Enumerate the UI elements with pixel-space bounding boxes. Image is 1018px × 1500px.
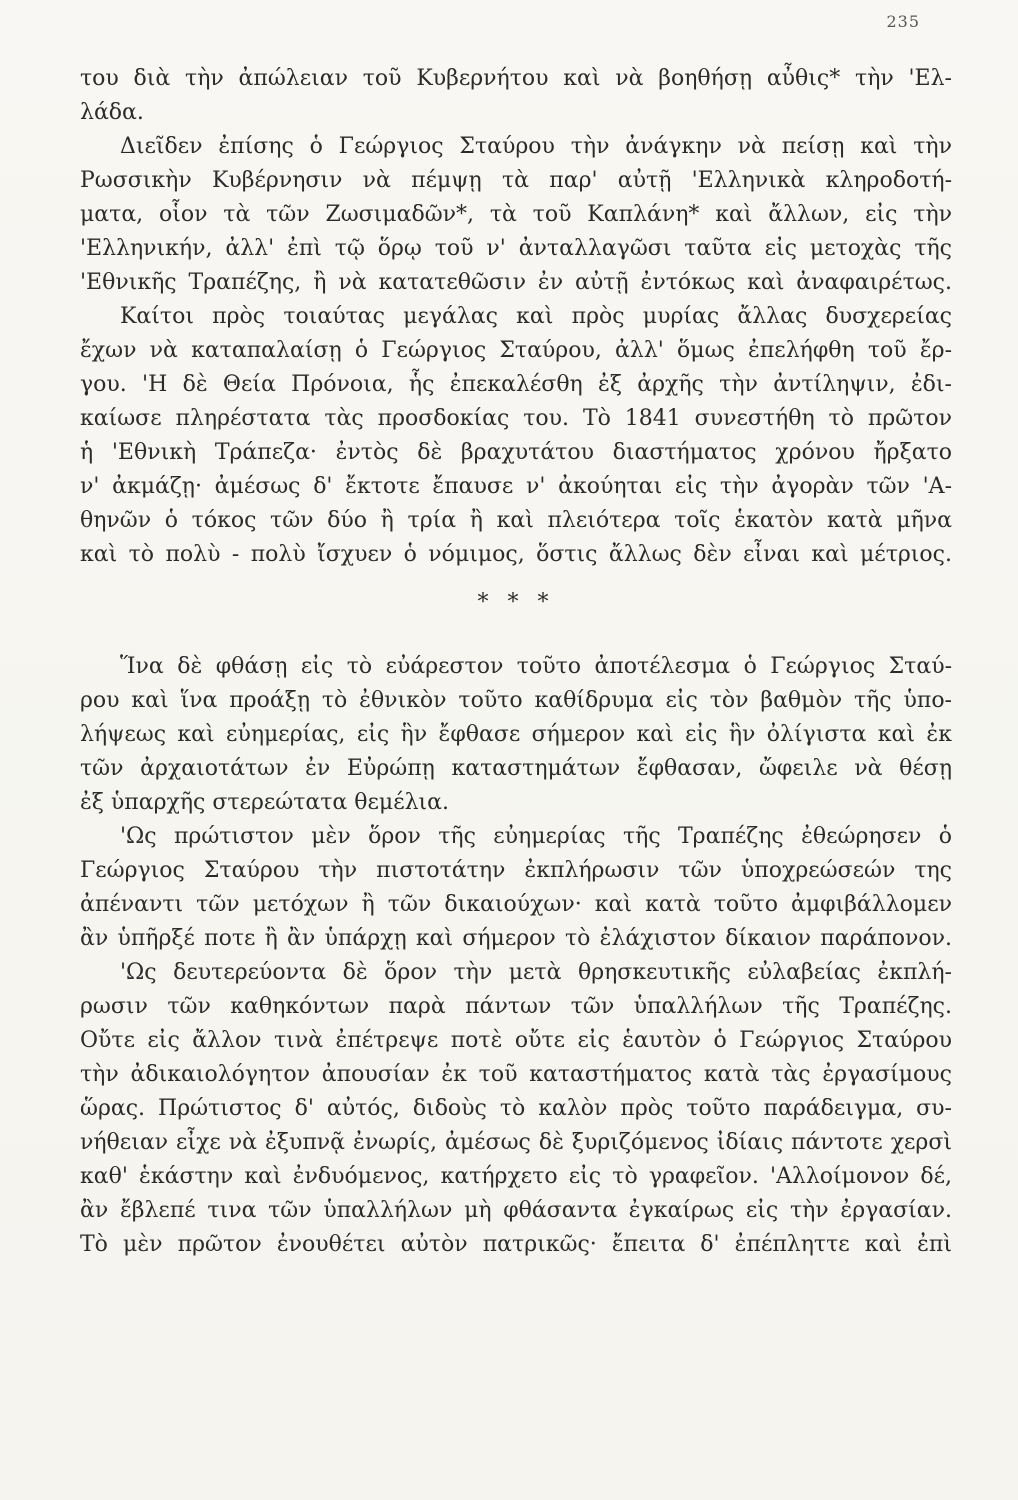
text-line: καὶ τὸ πολὺ - πολὺ ἴσχυεν ὁ νόμιμος, ὅστις ἄλλως δὲν εἶναι καὶ μέτριος. (80, 542, 952, 567)
text-line: γου. 'Η δὲ Θεία Πρόνοια, ἧς ἐπεκαλέσθη ἐξ ἀρχῆς τὴν ἀντίληψιν, ἐδι- (80, 372, 952, 397)
text-line: ρου καὶ ἵνα προάξῃ τὸ ἐθνικὸν τοῦτο καθίδρυμα εἰς τὸν βαθμὸν τῆς ὑπο- (80, 688, 952, 713)
text-line: τῶν ἀρχαιοτάτων ἐν Εὐρώπῃ καταστημάτων ἔφθασαν, ὤφειλε νὰ θέσῃ (80, 756, 952, 781)
text-line: 'Ως δευτερεύοντα δὲ ὅρον τὴν μετὰ θρησκευτικῆς εὐλαβείας ἐκπλή- (120, 960, 952, 985)
text-line: Ἵνα δὲ φθάσῃ εἰς τὸ εὐάρεστον τοῦτο ἀποτέλεσμα ὁ Γεώργιος Σταύ- (120, 654, 952, 679)
text-line: λάδα. (80, 100, 144, 125)
paragraph-block-1 (80, 62, 952, 572)
text-line: ἡ 'Εθνικὴ Τράπεζα· ἐντὸς δὲ βραχυτάτου διαστήματος χρόνου ἤρξατο (80, 440, 952, 465)
text-line: 'Εθνικῆς Τραπέζης, ἢ νὰ κατατεθῶσιν ἐν αὐτῇ ἐντόκως καὶ ἀναφαιρέτως. (80, 270, 952, 295)
text-line: Διεῖδεν ἐπίσης ὁ Γεώργιος Σταύρου τὴν ἀνάγκην νὰ πείσῃ καὶ τὴν (120, 134, 952, 159)
text-line: ὥρας. Πρώτιστος δ' αὐτός, διδοὺς τὸ καλὸν πρὸς τοῦτο παράδειγμα, συ- (80, 1096, 952, 1121)
text-line: ματα, οἷον τὰ τῶν Ζωσιμαδῶν*, τὰ τοῦ Καπλάνη* καὶ ἄλλων, εἰς τὴν (80, 202, 952, 227)
text-line: ἂν ὑπῆρξέ ποτε ἢ ἂν ὑπάρχῃ καὶ σήμερον τὸ ἐλάχιστον δίκαιον παράπονον. (80, 926, 952, 951)
text-line: ν' ἀκμάζῃ· ἀμέσως δ' ἔκτοτε ἔπαυσε ν' ἀκούηται εἰς τὴν ἀγορὰν τῶν 'Α- (80, 474, 952, 499)
text-line: Καίτοι πρὸς τοιαύτας μεγάλας καὶ πρὸς μυρίας ἄλλας δυσχερείας (120, 304, 952, 329)
text-line: Ρωσσικὴν Κυβέρνησιν νὰ πέμψῃ τὰ παρ' αὐτῇ 'Ελληνικὰ κληροδοτή- (80, 168, 952, 193)
text-line: Τὸ μὲν πρῶτον ἐνουθέτει αὐτὸν πατρικῶς· ἔπειτα δ' ἐπέπληττε καὶ ἐπὶ (80, 1232, 952, 1257)
text-line: νήθειαν εἶχε νὰ ἐξυπνᾷ ἐνωρίς, ἀμέσως δὲ ξυριζόμενος ἰδίαις πάντοτε χερσὶ (80, 1130, 952, 1155)
text-line: Γεώργιος Σταύρου τὴν πιστοτάτην ἐκπλήρωσιν τῶν ὑποχρεώσεών της (80, 858, 952, 883)
text-line: καθ' ἑκάστην καὶ ἐνδυόμενος, κατήρχετο εἰς τὸ γραφεῖον. 'Αλλοίμονον δέ, (80, 1164, 952, 1189)
text-line: ἔχων νὰ καταπαλαίσῃ ὁ Γεώργιος Σταύρου, ἀλλ' ὅμως ἐπελήφθη τοῦ ἔρ- (80, 338, 952, 363)
body-text (80, 62, 952, 1262)
text-line: ἂν ἔβλεπέ τινα τῶν ὑπαλλήλων μὴ φθάσαντα ἐγκαίρως εἰς τὴν ἐργασίαν. (80, 1198, 952, 1223)
page-number: 235 (886, 12, 920, 31)
text-line: ἀπέναντι τῶν μετόχων ἢ τῶν δικαιούχων· καὶ κατὰ τοῦτο ἀμφιβάλλομεν (80, 892, 952, 917)
text-line: του διὰ τὴν ἀπώλειαν τοῦ Κυβερνήτου καὶ νὰ βοηθήσῃ αὖθις* τὴν 'Ελ- (80, 66, 952, 91)
section-separator: * * * (477, 590, 555, 615)
text-line: λήψεως καὶ εὐημερίας, εἰς ἣν ἔφθασε σήμερον καὶ εἰς ἣν ὀλίγιστα καὶ ἐκ (80, 722, 952, 747)
text-line: ρωσιν τῶν καθηκόντων παρὰ πάντων τῶν ὑπαλλήλων τῆς Τραπέζης. (80, 994, 952, 1019)
text-line: ἐξ ὑπαρχῆς στερεώτατα θεμέλια. (80, 790, 450, 815)
text-line: 'Ως πρώτιστον μὲν ὅρον τῆς εὐημερίας τῆς Τραπέζης ἐθεώρησεν ὁ (120, 824, 952, 849)
text-line: τὴν ἀδικαιολόγητον ἀπουσίαν ἐκ τοῦ καταστήματος κατὰ τὰς ἐργασίμους (80, 1062, 952, 1087)
text-line: καίωσε πληρέστατα τὰς προσδοκίας του. Τὸ 1841 συνεστήθη τὸ πρῶτον (80, 406, 952, 431)
text-line: 'Ελληνικήν, ἀλλ' ἐπὶ τῷ ὅρῳ τοῦ ν' ἀνταλλαγῶσι ταῦτα εἰς μετοχὰς τῆς (80, 236, 952, 261)
text-line: Οὔτε εἰς ἄλλον τινὰ ἐπέτρεψε ποτὲ οὔτε εἰς ἑαυτὸν ὁ Γεώργιος Σταύρου (80, 1028, 952, 1053)
text-line: θηνῶν ὁ τόκος τῶν δύο ἢ τρία ἢ καὶ πλειότερα τοῖς ἑκατὸν κατὰ μῆνα (80, 508, 952, 533)
paragraph-block-2 (80, 650, 952, 1262)
